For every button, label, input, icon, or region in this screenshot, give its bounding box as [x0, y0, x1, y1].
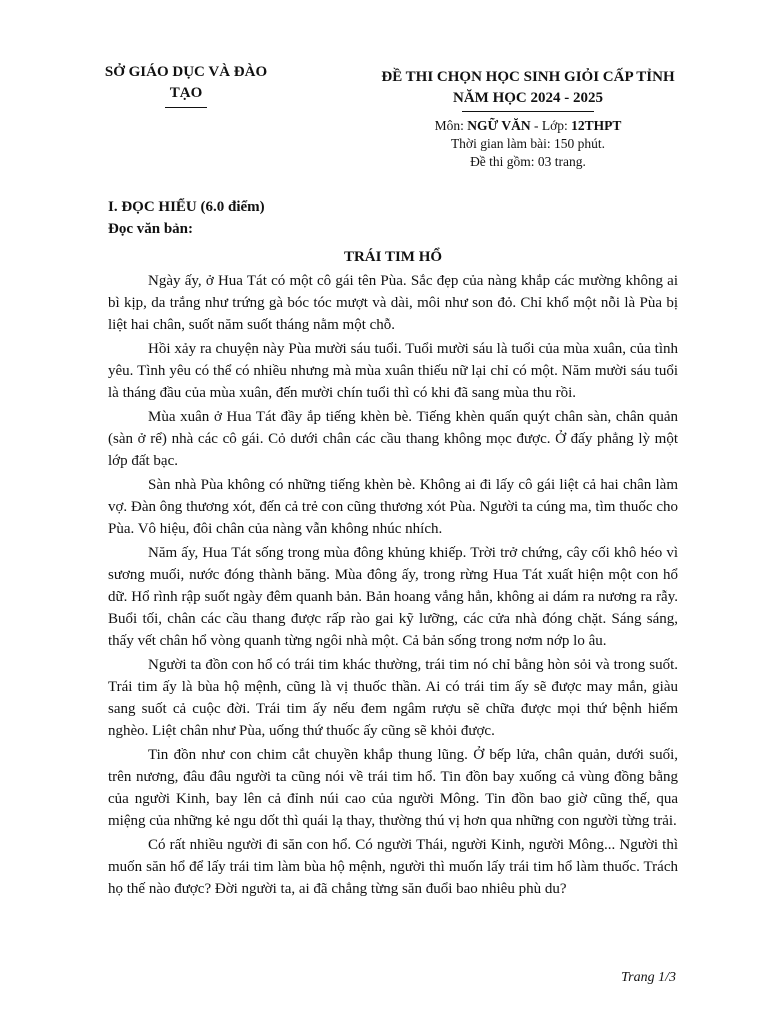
story-paragraph: Hồi xảy ra chuyện này Pùa mười sáu tuổi. Tuổi mười sáu là tuổi của mùa xuân, của tình yêu. Tình yêu có thể có nhiều nhưng mà mùa xuân thiếu nữ lại chỉ có một. Năm mười sáu tuổi là tháng đầu của mùa xuân, đến mười chín tuổi thì có khi đã sang mùa thu rồi. [108, 341, 678, 401]
story-paragraph: Mùa xuân ở Hua Tát đầy ắp tiếng khèn bè. Tiếng khèn quấn quýt chân sàn, chân quản (sàn ở rể) nhà các cô gái. Cỏ dưới chân các cầu thang không mọc được. Ở đấy phẳng lỳ một lớp đất bạc. [108, 409, 678, 469]
subject-prefix: Môn: [434, 118, 468, 133]
department-name-line2: TẠO [169, 85, 203, 101]
story-paragraph: Có rất nhiều người đi săn con hổ. Có người Thái, người Kinh, người Mông... Người thì muốn săn hổ để lấy trái tim làm bùa hộ mệnh, người thì muốn lấy trái tim hổ làm thuốc. Trách họ thế nào được? Đời người ta, ai đã chẳng từng săn đuổi bao nhiêu phù du? [108, 837, 678, 897]
exam-title: ĐỀ THI CHỌN HỌC SINH GIỎI CẤP TỈNH [381, 69, 675, 85]
department-name-line1: SỞ GIÁO DỤC VÀ ĐÀO [104, 64, 268, 80]
story-paragraph: Năm ấy, Hua Tát sống trong mùa đông khủng khiếp. Trời trở chứng, cây cối khô héo vì sương muối, nước đóng thành băng. Mùa đông ấy, trong rừng Hua Tát xuất hiện một con hổ dữ. Hổ rình rập suốt ngày đêm quanh bản. Bản hoang vắng hẳn, không ai dám ra nương ra rẫy. Buổi tối, chân các cầu thang được rấp rào gai kỹ lưỡng, các cửa nhà đóng chặt. Sáng sáng, thấy vết chân hổ vòng quanh từng ngôi nhà một. Cả bản sống trong nơm nớp lo âu. [108, 545, 678, 649]
section-heading: I. ĐỌC HIỂU (6.0 điểm) [108, 199, 265, 215]
exam-header [372, 67, 684, 171]
section-instruction: Đọc văn bản: [108, 221, 194, 237]
exam-year: NĂM HỌC 2024 - 2025 [453, 90, 603, 106]
story-paragraph: Người ta đồn con hổ có trái tim khác thường, trái tim nó chỉ bằng hòn sỏi và trong suốt. Trái tim ấy là bùa hộ mệnh, cũng là vị thuốc thần. Ai có trái tim ấy sẽ được may mắn, giàu sang suốt cả cuộc đời. Trái tim ấy nếu đem ngâm rượu sẽ chữa được mọi thứ bệnh hiểm nghèo. Liệt chân như Pùa, uống thứ thuốc ấy cũng sẽ khỏi được. [108, 657, 678, 739]
reading-section [108, 196, 678, 902]
story-paragraph: Ngày ấy, ở Hua Tát có một cô gái tên Pùa. Sắc đẹp của nàng khắp các mường không ai bì kịp, da trắng như trứng gà bóc tóc mượt và dài, môi như son đỏ. Chỉ khổ một nỗi là Pùa bị liệt hai chân, suốt năm suốt tháng nằm một chỗ. [108, 273, 678, 333]
story-title: TRÁI TIM HỔ [343, 249, 443, 265]
story-paragraph: Sàn nhà Pùa không có những tiếng khèn bè. Không ai đi lấy cô gái liệt cả hai chân làm vợ. Đàn ông thương xót, đến cả trẻ con cũng thương xót Pùa. Người ta cúng ma, tìm thuốc cho Pùa. Vô hiệu, đôi chân của nàng vẫn không nhúc nhích. [108, 477, 678, 537]
grade-name: 12THPT [571, 118, 622, 133]
grade-prefix: - Lớp: [530, 118, 572, 133]
exam-underline [462, 111, 594, 112]
page-number: Trang 1/3 [621, 970, 676, 985]
subject-name: NGỮ VĂN [467, 118, 531, 133]
subject-line [372, 117, 684, 135]
department-header [96, 62, 276, 108]
story-paragraph: Tin đồn như con chim cắt chuyền khắp thung lũng. Ở bếp lửa, chân quản, dưới suối, trên nương, đâu đâu người ta cũng nói về trái tim hổ. Tin đồn bay xuống cả vùng đồng bằng của người Kinh, bay lên cả đỉnh núi cao của người Mông. Tin đồn bao giờ cũng thế, qua miệng của những kẻ ngu dốt thì quái lạ thay, thường thú vị hơn qua những con người từng trải. [108, 747, 678, 829]
page-count-line: Đề thi gồm: 03 trang. [470, 154, 586, 169]
department-underline [165, 107, 207, 108]
time-line: Thời gian làm bài: 150 phút. [450, 136, 606, 151]
